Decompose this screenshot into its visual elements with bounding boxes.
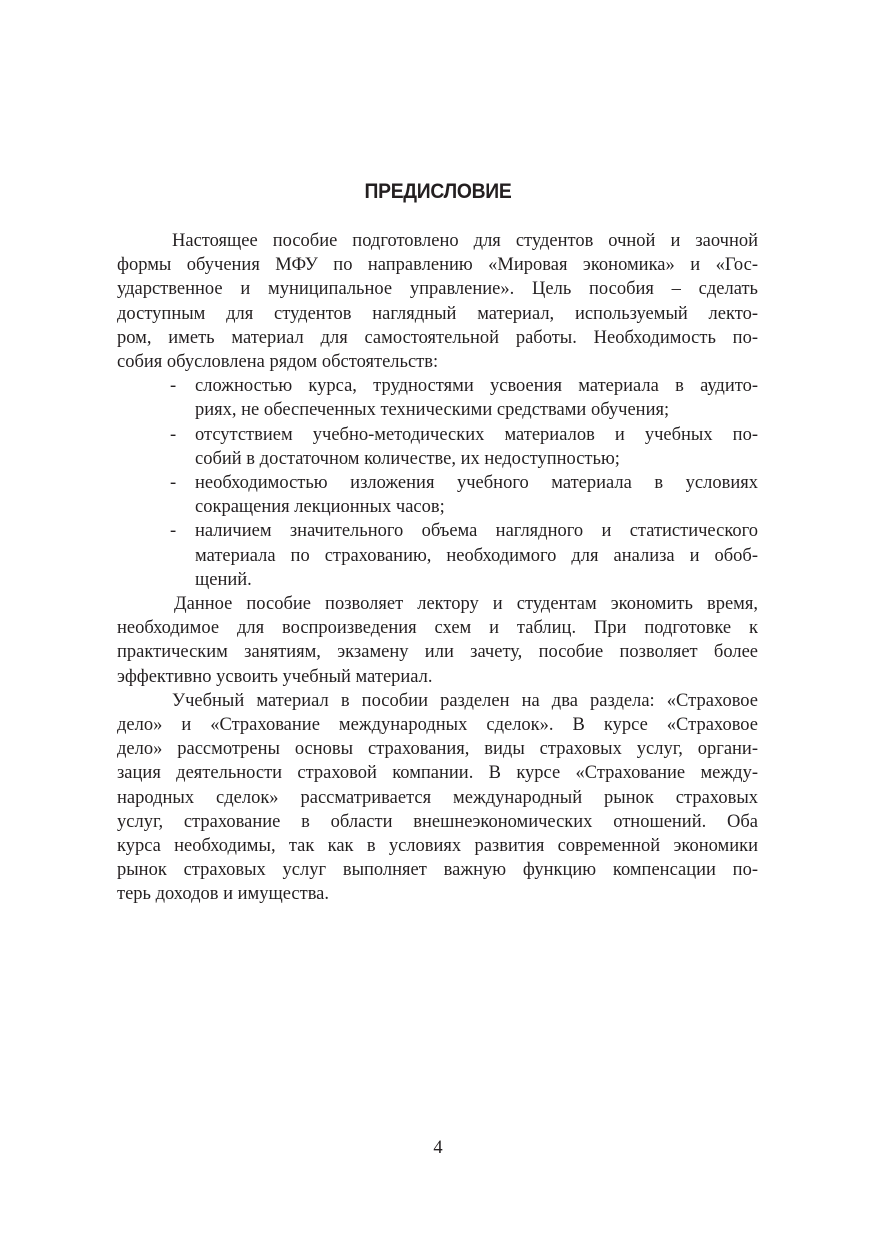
list-item [117,471,758,519]
paragraph-line: Учебный материал в пособии разделен на два раздела: «Страховое [172,690,758,711]
paragraph-line: дело» рассмотрены основы страхования, виды страховых услуг, органи- [117,739,758,760]
list-item-line: собий в достаточном количестве, их недоступностью; [195,448,620,469]
bullet-list [117,374,758,592]
list-item [117,374,758,422]
list-item-line: щений. [195,569,252,590]
paragraph-line: ром, иметь материал для самостоятельной работы. Необходимость по- [117,327,758,348]
paragraph-line: практическим занятиям, экзамену или зачету, пособие позволяет более [117,642,758,663]
list-item-line: необходимостью изложения учебного материала в условиях [195,473,758,494]
paragraph-line: зация деятельности страховой компании. В курсе «Страхование между- [117,763,758,784]
list-item-line: материала по страхованию, необходимого для анализа и обоб- [195,545,758,566]
bullet-dash: - [170,376,177,397]
list-item-line: отсутствием учебно-методических материалов и учебных по- [195,424,758,445]
paragraph-line: Данное пособие позволяет лектору и студентам экономить время, [174,594,758,615]
bullet-dash: - [170,424,177,445]
paragraph-intro [117,229,758,374]
body-text [117,229,758,907]
paragraph-line: ударственное и муниципальное управление». Цель пособия – сделать [117,279,758,300]
paragraph-line: курса необходимы, так как в условиях развития современной экономики [117,836,758,857]
list-item-line: риях, не обеспеченных техническими средствами обучения; [195,400,670,421]
list-item [117,423,758,471]
list-item-line: сокращения лекционных часов; [195,497,445,518]
paragraph-line: рынок страховых услуг выполняет важную функцию компенсации по- [117,860,758,881]
bullet-dash: - [170,473,177,494]
paragraph-line: народных сделок» рассматривается международный рынок страховых [117,787,758,808]
paragraph-line: необходимое для воспроизведения схем и таблиц. При подготовке к [117,618,758,639]
list-item-line: наличием значительного объема наглядного и статистического [195,521,758,542]
paragraph-benefits [117,592,758,689]
page-number: 4 [433,1138,443,1158]
paragraph-line: формы обучения МФУ по направлению «Мировая экономика» и «Гос- [117,255,758,276]
list-item [117,519,758,592]
paragraph-line: эффективно усвоить учебный материал. [117,666,433,687]
paragraph-line: терь доходов и имущества. [117,884,330,905]
paragraph-line: дело» и «Страхование международных сделок». В курсе «Страховое [117,715,758,736]
page-title: ПРЕДИСЛОВИЕ [364,180,512,203]
paragraph-line: собия обусловлена рядом обстоятельств: [117,352,439,373]
paragraph-line: услуг, страхование в области внешнеэкономических отношений. Оба [117,811,758,832]
bullet-dash: - [170,521,177,542]
paragraph-line: Настоящее пособие подготовлено для студентов очной и заочной [172,231,758,251]
paragraph-structure [117,689,758,907]
list-item-line: сложностью курса, трудностями усвоения материала в аудито- [195,376,758,397]
paragraph-line: доступным для студентов наглядный материал, используемый лекто- [117,303,758,324]
